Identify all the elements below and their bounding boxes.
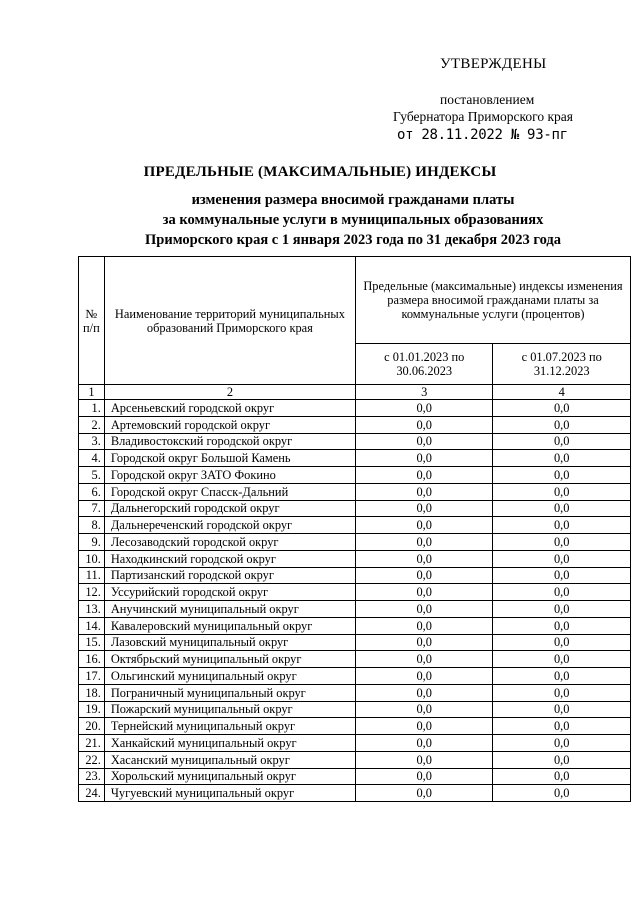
row-territory-name: Тернейский муниципальный округ bbox=[104, 718, 355, 735]
row-territory-name: Арсеньевский городской округ bbox=[104, 400, 355, 417]
row-index-period-2: 0,0 bbox=[493, 701, 631, 718]
row-territory-name: Партизанский городской округ bbox=[104, 567, 355, 584]
row-territory-name: Хорольский муниципальный округ bbox=[104, 768, 355, 785]
row-index-period-1: 0,0 bbox=[356, 684, 493, 701]
subtitle-line-1: изменения размера вносимой гражданами платы bbox=[191, 192, 515, 208]
row-index-period-2: 0,0 bbox=[493, 751, 631, 768]
row-index-period-1: 0,0 bbox=[356, 735, 493, 752]
row-number: 6. bbox=[79, 483, 105, 500]
row-index-period-2: 0,0 bbox=[493, 433, 631, 450]
row-index-period-1: 0,0 bbox=[356, 567, 493, 584]
row-index-period-2: 0,0 bbox=[493, 416, 631, 433]
row-number: 16. bbox=[79, 651, 105, 668]
row-territory-name: Октябрьский муниципальный округ bbox=[104, 651, 355, 668]
row-index-period-1: 0,0 bbox=[356, 534, 493, 551]
row-territory-name: Хасанский муниципальный округ bbox=[104, 751, 355, 768]
row-index-period-1: 0,0 bbox=[356, 651, 493, 668]
row-number: 9. bbox=[79, 534, 105, 551]
row-territory-name: Городской округ ЗАТО Фокино bbox=[104, 467, 355, 484]
column-number: 3 bbox=[356, 385, 493, 400]
table-row bbox=[79, 718, 631, 735]
table-row bbox=[79, 517, 631, 534]
row-territory-name: Городской округ Большой Камень bbox=[104, 450, 355, 467]
row-index-period-1: 0,0 bbox=[356, 785, 493, 802]
row-number: 24. bbox=[79, 785, 105, 802]
row-number: 23. bbox=[79, 768, 105, 785]
table-row bbox=[79, 550, 631, 567]
row-index-period-1: 0,0 bbox=[356, 584, 493, 601]
row-number: 12. bbox=[79, 584, 105, 601]
row-index-period-2: 0,0 bbox=[493, 718, 631, 735]
header-period-2: с 01.07.2023 по 31.12.2023 bbox=[493, 344, 631, 385]
row-index-period-1: 0,0 bbox=[356, 601, 493, 618]
table-row bbox=[79, 467, 631, 484]
row-index-period-2: 0,0 bbox=[493, 785, 631, 802]
table-row bbox=[79, 751, 631, 768]
indices-table bbox=[78, 256, 631, 802]
row-index-period-1: 0,0 bbox=[356, 450, 493, 467]
table-row bbox=[79, 450, 631, 467]
row-index-period-1: 0,0 bbox=[356, 433, 493, 450]
table-row bbox=[79, 668, 631, 685]
row-index-period-1: 0,0 bbox=[356, 768, 493, 785]
row-index-period-2: 0,0 bbox=[493, 768, 631, 785]
row-number: 21. bbox=[79, 735, 105, 752]
header-period-1: с 01.01.2023 по 30.06.2023 bbox=[356, 344, 493, 385]
table-body bbox=[79, 400, 631, 802]
table-row bbox=[79, 416, 631, 433]
row-index-period-1: 0,0 bbox=[356, 416, 493, 433]
decree-stamp: от 28.11.2022 № 93-пг bbox=[397, 127, 568, 143]
row-territory-name: Владивостокский городской округ bbox=[104, 433, 355, 450]
row-index-period-2: 0,0 bbox=[493, 467, 631, 484]
column-number: 4 bbox=[493, 385, 631, 400]
row-number: 1. bbox=[79, 400, 105, 417]
row-index-period-2: 0,0 bbox=[493, 735, 631, 752]
row-territory-name: Лесозаводский городской округ bbox=[104, 534, 355, 551]
row-index-period-1: 0,0 bbox=[356, 467, 493, 484]
row-index-period-1: 0,0 bbox=[356, 634, 493, 651]
row-number: 17. bbox=[79, 668, 105, 685]
table-row bbox=[79, 567, 631, 584]
table-row bbox=[79, 701, 631, 718]
row-index-period-2: 0,0 bbox=[493, 617, 631, 634]
table-row bbox=[79, 684, 631, 701]
row-territory-name: Городской округ Спасск-Дальний bbox=[104, 483, 355, 500]
row-index-period-1: 0,0 bbox=[356, 517, 493, 534]
row-index-period-2: 0,0 bbox=[493, 634, 631, 651]
table-row bbox=[79, 617, 631, 634]
row-territory-name: Дальнереченский городской округ bbox=[104, 517, 355, 534]
row-index-period-2: 0,0 bbox=[493, 601, 631, 618]
row-territory-name: Лазовский муниципальный округ bbox=[104, 634, 355, 651]
header-territory-name: Наименование территорий муниципальных образований Приморского края bbox=[104, 257, 355, 385]
row-index-period-2: 0,0 bbox=[493, 500, 631, 517]
row-index-period-2: 0,0 bbox=[493, 584, 631, 601]
row-number: 22. bbox=[79, 751, 105, 768]
approved-heading: УТВЕРЖДЕНЫ bbox=[440, 56, 547, 72]
row-index-period-2: 0,0 bbox=[493, 550, 631, 567]
column-number: 1 bbox=[79, 385, 105, 400]
row-number: 10. bbox=[79, 550, 105, 567]
table-row bbox=[79, 584, 631, 601]
row-number: 18. bbox=[79, 684, 105, 701]
row-number: 11. bbox=[79, 567, 105, 584]
row-index-period-1: 0,0 bbox=[356, 550, 493, 567]
table-row bbox=[79, 735, 631, 752]
row-index-period-2: 0,0 bbox=[493, 534, 631, 551]
row-territory-name: Находкинский городской округ bbox=[104, 550, 355, 567]
row-index-period-2: 0,0 bbox=[493, 668, 631, 685]
row-number: 3. bbox=[79, 433, 105, 450]
table-row bbox=[79, 433, 631, 450]
row-territory-name: Анучинский муниципальный округ bbox=[104, 601, 355, 618]
row-index-period-1: 0,0 bbox=[356, 718, 493, 735]
row-number: 13. bbox=[79, 601, 105, 618]
row-territory-name: Ольгинский муниципальный округ bbox=[104, 668, 355, 685]
table-row bbox=[79, 651, 631, 668]
table-row bbox=[79, 483, 631, 500]
table-row bbox=[79, 500, 631, 517]
row-index-period-1: 0,0 bbox=[356, 617, 493, 634]
approval-authority-line: Губернатора Приморского края bbox=[393, 109, 573, 124]
row-number: 15. bbox=[79, 634, 105, 651]
table-row bbox=[79, 634, 631, 651]
table-row bbox=[79, 768, 631, 785]
row-number: 5. bbox=[79, 467, 105, 484]
table-row bbox=[79, 601, 631, 618]
row-index-period-1: 0,0 bbox=[356, 701, 493, 718]
row-territory-name: Дальнегорский городской округ bbox=[104, 500, 355, 517]
row-territory-name: Пожарский муниципальный округ bbox=[104, 701, 355, 718]
subtitle-line-3: Приморского края с 1 января 2023 года по 31 декабря 2023 года bbox=[145, 232, 561, 248]
row-index-period-2: 0,0 bbox=[493, 483, 631, 500]
row-index-period-2: 0,0 bbox=[493, 567, 631, 584]
table-row bbox=[79, 785, 631, 802]
row-index-period-1: 0,0 bbox=[356, 400, 493, 417]
row-number: 8. bbox=[79, 517, 105, 534]
column-number: 2 bbox=[104, 385, 355, 400]
row-territory-name: Чугуевский муниципальный округ bbox=[104, 785, 355, 802]
table-row bbox=[79, 534, 631, 551]
row-index-period-2: 0,0 bbox=[493, 651, 631, 668]
row-number: 2. bbox=[79, 416, 105, 433]
header-indices: Предельные (максимальные) индексы изменения размера вносимой гражданами платы за коммунальные услуги (процентов) bbox=[356, 257, 631, 344]
row-index-period-2: 0,0 bbox=[493, 684, 631, 701]
approval-by-line: постановлением bbox=[440, 92, 535, 107]
document-subtitle bbox=[0, 190, 640, 250]
row-territory-name: Артемовский городской округ bbox=[104, 416, 355, 433]
row-number: 7. bbox=[79, 500, 105, 517]
document-title: ПРЕДЕЛЬНЫЕ (МАКСИМАЛЬНЫЕ) ИНДЕКСЫ bbox=[143, 164, 497, 180]
row-index-period-1: 0,0 bbox=[356, 500, 493, 517]
row-territory-name: Ханкайский муниципальный округ bbox=[104, 735, 355, 752]
row-number: 14. bbox=[79, 617, 105, 634]
row-index-period-1: 0,0 bbox=[356, 751, 493, 768]
row-number: 20. bbox=[79, 718, 105, 735]
subtitle-line-2: за коммунальные услуги в муниципальных образованиях bbox=[162, 212, 544, 228]
row-index-period-2: 0,0 bbox=[493, 400, 631, 417]
row-index-period-2: 0,0 bbox=[493, 517, 631, 534]
row-territory-name: Уссурийский городской округ bbox=[104, 584, 355, 601]
row-index-period-1: 0,0 bbox=[356, 483, 493, 500]
row-territory-name: Пограничный муниципальный округ bbox=[104, 684, 355, 701]
row-index-period-2: 0,0 bbox=[493, 450, 631, 467]
row-number: 4. bbox=[79, 450, 105, 467]
row-territory-name: Кавалеровский муниципальный округ bbox=[104, 617, 355, 634]
header-num: № п/п bbox=[79, 257, 105, 385]
row-number: 19. bbox=[79, 701, 105, 718]
table-row bbox=[79, 400, 631, 417]
row-index-period-1: 0,0 bbox=[356, 668, 493, 685]
